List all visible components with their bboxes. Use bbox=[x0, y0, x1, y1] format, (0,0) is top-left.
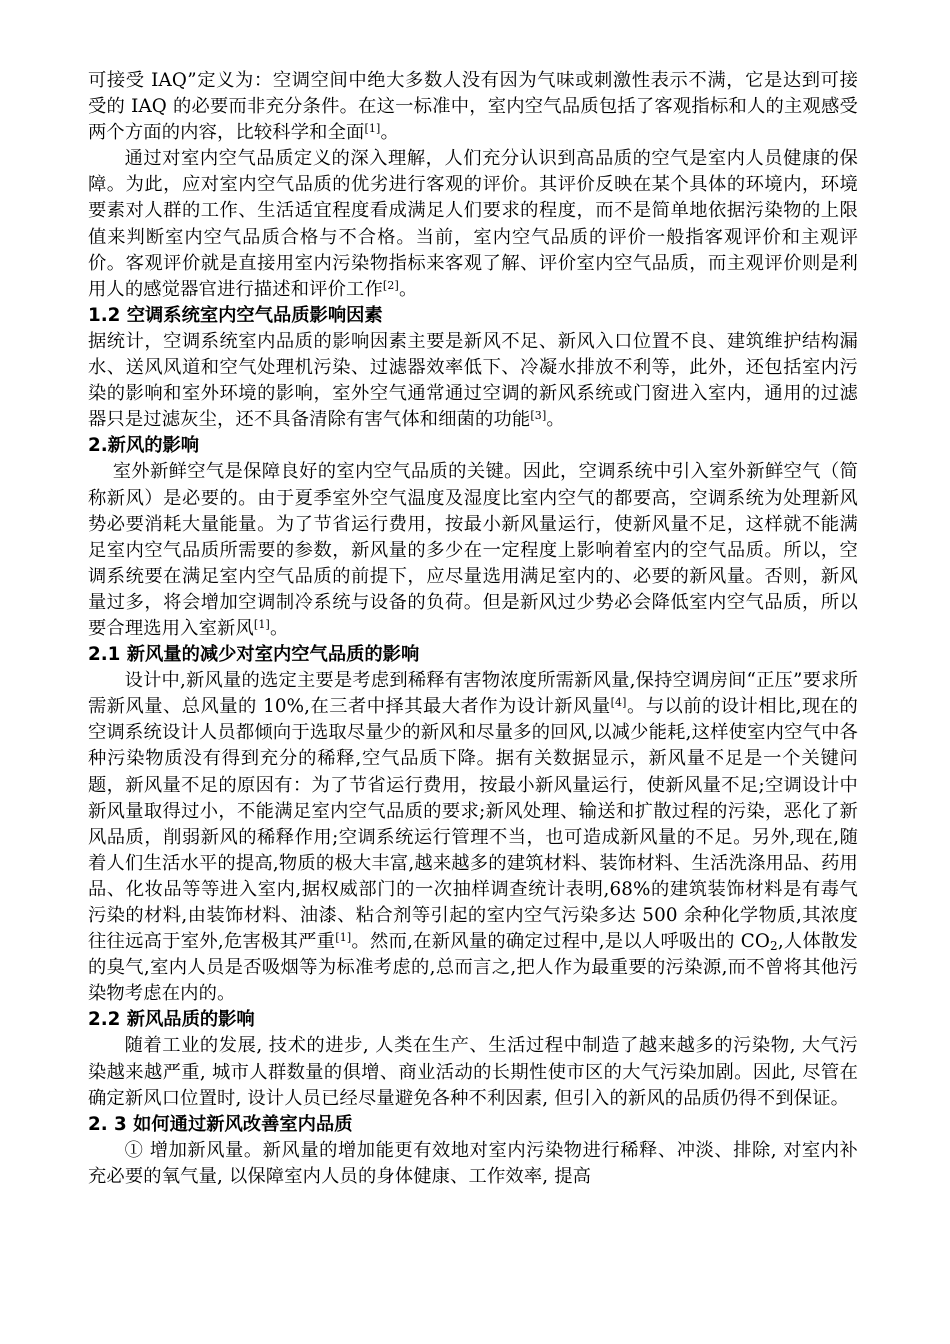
paragraph-fresh-air bbox=[88, 459, 858, 642]
text-run: 2.1 新风量的减少对室内空气品质的影响 bbox=[88, 644, 420, 666]
citation-ref: [1] bbox=[335, 931, 352, 945]
text-run: 。然而,在新风量的确定过程中,是以人呼吸出的 CO bbox=[351, 931, 771, 953]
text-run: 。与以前的设计相比,现在的空调系统设计人员都倾向于选取尽量少的新风和尽量多的回风,以减少能耗,这样使室内空气中各种污染物质没有得到充分的稀释,空气品质下降。据有关数据显示，新风量不足是一个关键问题，新风量不足的原因有：为了节省运行费用，按最小新风量运行，使新风量不足;空调设计中新风量取得过小，不能满足室内空气品质的要求;新风处理、输送和扩散过程的污染，恶化了新风品质，削弱新风的稀释作用;空调系统运行管理不当，也可造成新风量的不足。另外,现在,随着人们生活水平的提高,物质的极大丰富,越来越多的建筑材料、装饰材料、生活洗涤用品、药用品、化妆品等等进入室内,据权威部门的一次抽样调查统计表明,68%的建筑装饰材料是有毒气污染的材料,由装饰材料、油漆、粘合剂等引起的室内空气污染多达 500 余种化学物质,其浓度往往远高于室外,危害极其严重 bbox=[88, 696, 858, 953]
citation-ref: [4] bbox=[610, 696, 627, 710]
citation-ref: [2] bbox=[382, 278, 399, 292]
text-run: 可接受 IAQ”定义为：空调空间中绝大多数人没有因为气味或刺激性表示不满，它是达到可接受的 IAQ 的必要而非充分条件。在这一标准中，室内空气品质包括了客观指标和人的主观感受两个方面的内容，比较科学和全面 bbox=[88, 70, 858, 144]
text-run: 1.2 空调系统室内空气品质影响因素 bbox=[88, 304, 383, 326]
citation-ref: [1] bbox=[364, 122, 381, 136]
citation-ref: [1] bbox=[253, 617, 270, 631]
paragraph-fresh-air-reduction bbox=[88, 668, 858, 1007]
text-run: 。 bbox=[269, 617, 289, 639]
text-run: 。 bbox=[380, 122, 399, 144]
paragraph-evaluation bbox=[88, 146, 858, 303]
paragraph-factors bbox=[88, 329, 858, 433]
citation-ref: [3] bbox=[530, 409, 547, 423]
text-run: ① 增加新风量。新风量的增加能更有效地对室内污染物进行稀释、冲淡、排除, 对室内补充必要的氧气量, 以保障室内人员的身体健康、工作效率, 提高 bbox=[88, 1139, 858, 1187]
text-run: 。 bbox=[546, 409, 565, 431]
text-run: 通过对室内空气品质定义的深入理解，人们充分认识到高品质的空气是室内人员健康的保障。为此，应对室内空气品质的优劣进行客观的评价。其评价反映在某个具体的环境内，环境要素对人群的工作、生活适宜程度看成满足人们要求的程度，而不是简单地依据污染物的上限值来判断室内空气品质合格与不合格。当前，室内空气品质的评价一般指客观评价和主观评价。客观评价就是直接用室内污染物指标来客观了解、评价室内空气品质，而主观评价则是利用人的感觉器官进行描述和评价工作 bbox=[88, 148, 858, 300]
text-run: 随着工业的发展, 技术的进步, 人类在生产、生活过程中制造了越来越多的污染物, 大气污染越来越严重, 城市人群数量的俱增、商业活动的长期性使市区的大气污染加剧。因此, 尽管在确定新风口位置时, 设计人员已经尽量避免各种不利因素, 但引入的新风的品质仍得不到保证。 bbox=[88, 1035, 858, 1109]
paragraph-improve-1 bbox=[88, 1138, 858, 1190]
paragraph-fresh-air-quality bbox=[88, 1033, 858, 1111]
subscript: 2 bbox=[770, 939, 778, 954]
paragraph-iaq-definition bbox=[88, 68, 858, 146]
text-run: 2.2 新风品质的影响 bbox=[88, 1009, 255, 1031]
text-run: 据统计，空调系统室内品质的影响因素主要是新风不足、新风入口位置不良、建筑维护结构漏水、送风风道和空气处理机污染、过滤器效率低下、冷凝水排放不利等，此外，还包括室内污染的影响和室外环境的影响，室外空气通常通过空调的新风系统或门窗进入室内，通用的过滤器只是过滤灰尘，还不具备清除有害气体和细菌的功能 bbox=[88, 330, 858, 431]
heading-1-2 bbox=[88, 303, 858, 329]
heading-2-1 bbox=[88, 642, 858, 668]
text-run: 2.新风的影响 bbox=[88, 435, 200, 457]
text-run: 。 bbox=[398, 278, 418, 300]
heading-2-3 bbox=[88, 1112, 858, 1138]
heading-2-2 bbox=[88, 1007, 858, 1033]
text-run: ,人体散发的臭气,室内人员是否吸烟等为标准考虑的,总而言之,把人作为最重要的污染源,而不曾将其他污染物考虑在内的。 bbox=[88, 931, 858, 1005]
text-run: 室外新鲜空气是保障良好的室内空气品质的关键。因此，空调系统中引入室外新鲜空气（简称新风）是必要的。由于夏季室外空气温度及湿度比室内空气的都要高，空调系统为处理新风势必要消耗大量能量。为了节省运行费用，按最小新风量运行，使新风量不足，这样就不能满足室内空气品质所需要的参数，新风量的多少在一定程度上影响着室内的空气品质。所以，空调系统要在满足室内空气品质的前提下，应尽量选用满足室内的、必要的新风量。否则，新风量过多，将会增加空调制冷系统与设备的负荷。但是新风过少势必会降低室内空气品质，所以要合理选用入室新风 bbox=[88, 461, 858, 639]
text-run: 2. 3 如何通过新风改善室内品质 bbox=[88, 1113, 353, 1135]
text-run: 设计中,新风量的选定主要是考虑到稀释有害物浓度所需新风量,保持空调房间“正压”要求所需新风量、总风量的 10%,在三者中择其最大者作为设计新风量 bbox=[88, 670, 858, 718]
heading-2 bbox=[88, 433, 858, 459]
